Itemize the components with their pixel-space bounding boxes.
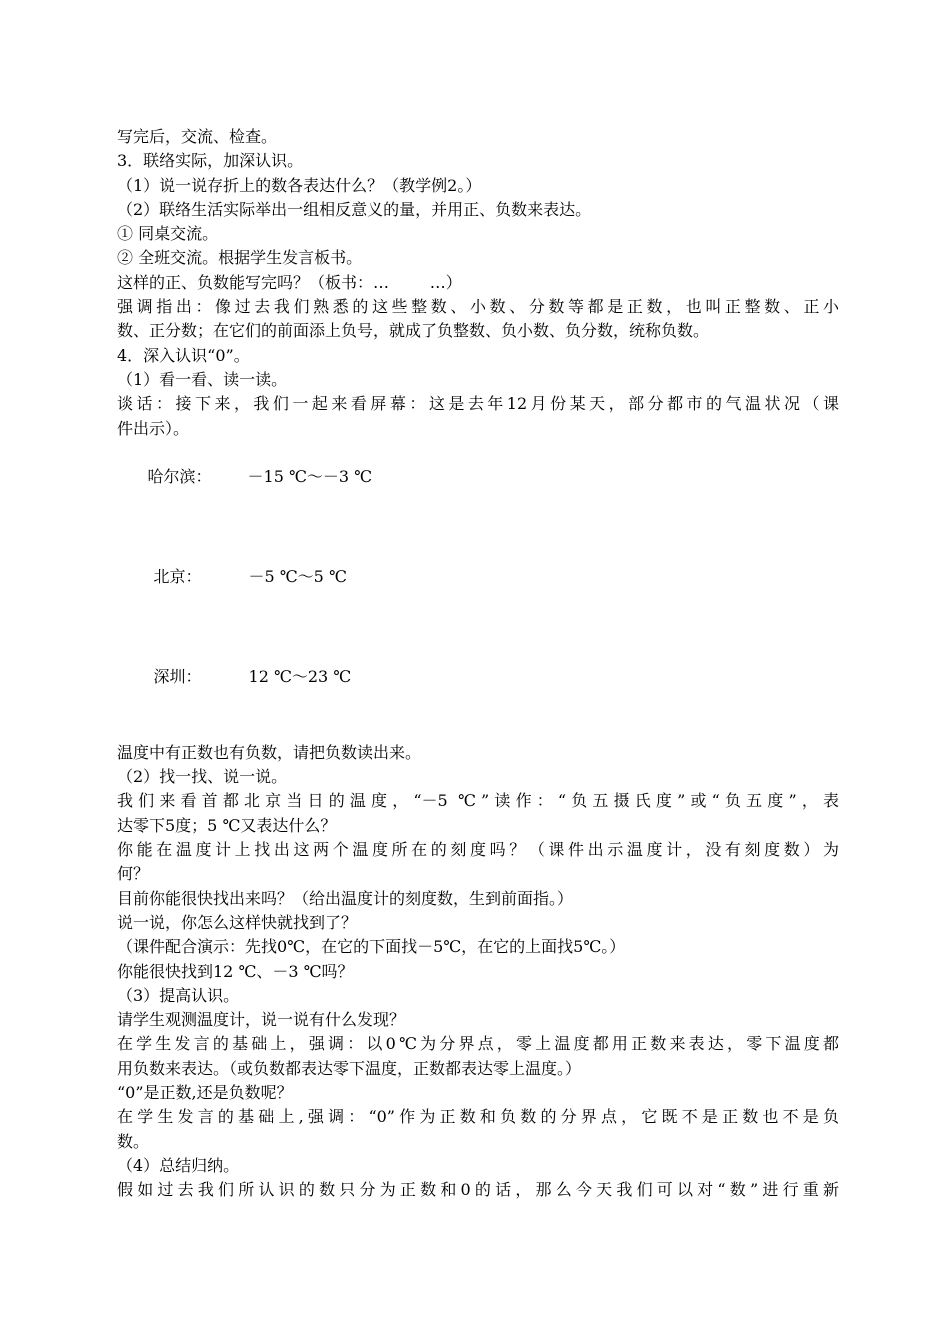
- paragraph-line: 用负数来表达。（或负数都表达零下温度，正数都表达零上温度。）: [117, 1058, 582, 1078]
- paragraph-line: 目前你能很快找出来吗？（给出温度计的刻度数，生到前面指。）: [117, 888, 574, 908]
- list-item: ① 同桌交流。: [117, 224, 219, 244]
- paragraph-line: 这样的正、负数能写完吗？（板书：… …）: [117, 272, 462, 292]
- paragraph-line: 谈话：接下来，我们一起来看屏幕：这是去年12月份某天，部分都市的气温状况（课: [117, 394, 839, 414]
- paragraph-line: 件出示）。: [117, 418, 190, 438]
- document-body: [117, 125, 839, 1203]
- paragraph-line: 请学生观测温度计，说一说有什么发现？: [117, 1010, 406, 1030]
- paragraph-line: （3）提高认识。: [117, 985, 240, 1005]
- paragraph-line: 强调指出：像过去我们熟悉的这些整数、小数、分数等都是正数，也叫正整数、正小: [117, 297, 839, 317]
- paragraph-line: 说一说，你怎么这样快就找到了？: [117, 912, 358, 932]
- temperature-range: 12 ℃～23 ℃: [248, 666, 352, 686]
- city-temperature-row: [117, 541, 839, 586]
- paragraph-line: 在学生发言的基础上，强调：以0℃为分界点，零上温度都用正数来表达，零下温度都: [117, 1034, 839, 1054]
- city-temperature-row: [117, 641, 839, 686]
- paragraph-line: 我们来看首都北京当日的温度，“－5 ℃”读作：“负五摄氏度”或“负五度”，表: [117, 791, 839, 811]
- paragraph-line: 你能很快找到12 ℃、－3 ℃吗？: [117, 961, 354, 981]
- paragraph-line: （1）说一说存折上的数各表达什么？（教学例2。）: [117, 175, 482, 195]
- paragraph-line: （4）总结归纳。: [117, 1155, 240, 1175]
- paragraph-line: （1）看一看、读一读。: [117, 369, 288, 389]
- section-heading: 3．联络实际，加深认识。: [117, 151, 304, 171]
- paragraph-line: 何？: [117, 864, 150, 884]
- paragraph-line: （2）联络生活实际举出一组相反意义的量，并用正、负数来表达。: [117, 199, 592, 219]
- city-name: 哈尔滨：: [147, 466, 212, 486]
- paragraph-line: “0”是正数,还是负数呢？: [117, 1083, 293, 1103]
- paragraph-line: （课件配合演示：先找0℃，在它的下面找－5℃，在它的上面找5℃。）: [117, 937, 626, 957]
- paragraph-line: （2）找一找、说一说。: [117, 767, 288, 787]
- city-name: 北京：: [153, 566, 202, 586]
- temperature-range: －15 ℃～－3 ℃: [247, 466, 373, 486]
- section-heading: 4．深入认识“0”。: [117, 345, 250, 365]
- paragraph-line: 假如过去我们所认识的数只分为正数和0的话，那么今天我们可以对“数”进行重新: [117, 1180, 839, 1200]
- paragraph-line: 数。: [117, 1131, 150, 1151]
- paragraph-line: 达零下5度；5 ℃又表达什么？: [117, 815, 337, 835]
- paragraph-line: 你能在温度计上找出这两个温度所在的刻度吗？（课件出示温度计，没有刻度数）为: [117, 840, 839, 860]
- list-item: ② 全班交流。根据学生发言板书。: [117, 248, 363, 268]
- paragraph-line: 写完后，交流、检查。: [117, 127, 278, 146]
- paragraph-line: 温度中有正数也有负数，请把负数读出来。: [117, 742, 422, 762]
- city-temperature-row: [117, 441, 839, 486]
- paragraph-line: 在学生发言的基础上,强调：“0”作为正数和负数的分界点，它既不是正数也不是负: [117, 1107, 839, 1127]
- paragraph-line: 数、正分数；在它们的前面添上负号，就成了负整数、负小数、负分数，统称负数。: [117, 321, 710, 341]
- temperature-range: －5 ℃～5 ℃: [248, 566, 347, 586]
- city-name: 深圳：: [153, 666, 202, 686]
